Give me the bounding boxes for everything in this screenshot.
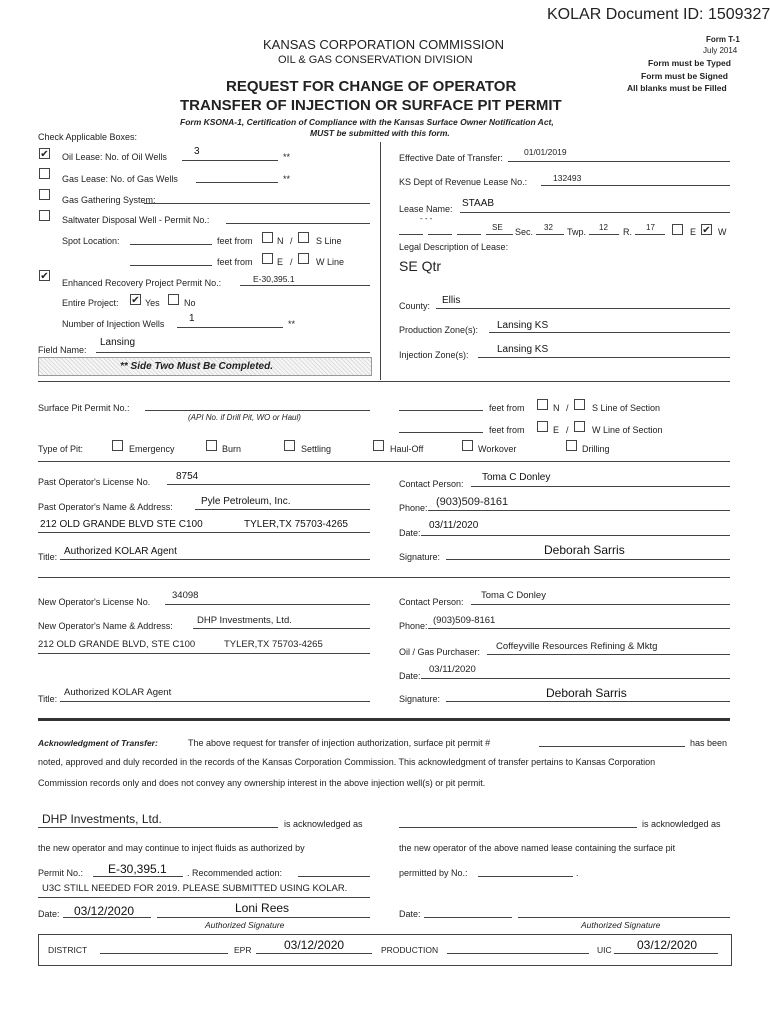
enhanced-recovery-checkbox[interactable]: ✔ — [40, 271, 49, 282]
pit-type-workover: Workover — [478, 444, 517, 454]
ack-recommended-rule — [38, 897, 370, 898]
past-phone-label: Phone: — [399, 503, 428, 513]
ks-dept-label: KS Dept of Revenue Lease No.: — [399, 177, 528, 187]
sec-line — [536, 234, 564, 235]
past-contact-value[interactable]: Toma C Donley — [482, 472, 551, 483]
swd-permit-line[interactable] — [226, 223, 370, 224]
injection-wells-stars: ** — [288, 319, 296, 329]
w-line-label: W Line — [316, 257, 345, 267]
past-addr-line1[interactable]: 212 OLD GRANDE BLVD STE C100 — [40, 519, 203, 530]
pit-w-checkbox[interactable] — [574, 421, 585, 432]
title-line-2: TRANSFER OF INJECTION OR SURFACE PIT PERMIT — [180, 97, 562, 114]
ack-lead: Acknowledgment of Transfer: — [38, 738, 158, 748]
ack-period: . — [576, 868, 579, 878]
oil-lease-checkbox[interactable]: ✔ — [40, 149, 49, 160]
new-title-line — [60, 701, 370, 702]
oil-wells-line — [182, 160, 278, 161]
pit-type-label: Type of Pit: — [38, 444, 84, 454]
ack-recommended-value[interactable]: U3C STILL NEEDED FOR 2019. PLEASE SUBMITTED USING KOLAR. — [42, 883, 348, 894]
new-date-value[interactable]: 03/11/2020 — [429, 664, 476, 675]
pit-type-emergency: Emergency — [129, 444, 175, 454]
sec-value[interactable]: 32 — [544, 223, 553, 232]
qtr-line-2[interactable] — [428, 234, 452, 235]
new-date-line — [421, 678, 730, 679]
section-rule-1 — [38, 381, 730, 382]
past-signature-label: Signature: — [399, 552, 441, 562]
oil-lease-label: Oil Lease: No. of Oil Wells — [62, 152, 167, 162]
pit-type-burn: Burn — [222, 444, 242, 454]
past-date-label: Date: — [399, 528, 421, 538]
new-title-label: Title: — [38, 694, 58, 704]
subtitle-line-2: MUST be submitted with this form. — [310, 128, 450, 138]
epr-line — [256, 953, 372, 954]
oil-wells-stars: ** — [283, 152, 291, 162]
ack-right-auth-sig: Authorized Signature — [581, 920, 661, 930]
ack-left-date-value[interactable]: 03/12/2020 — [74, 904, 135, 918]
past-name-line — [195, 509, 370, 510]
new-phone-label: Phone: — [399, 621, 428, 631]
ack-left-auth-sig: Authorized Signature — [205, 920, 285, 930]
new-date-label: Date: — [399, 671, 421, 681]
ack-text-1: The above request for transfer of injection authorization, surface pit permit # — [188, 738, 491, 748]
entire-project-label: Entire Project: — [62, 298, 119, 308]
range-w-label: W — [718, 227, 727, 237]
new-signature-line — [446, 701, 730, 702]
pit-n-checkbox[interactable] — [537, 399, 548, 410]
past-title-value[interactable]: Authorized KOLAR Agent — [64, 546, 177, 557]
pit-type-burn-checkbox[interactable] — [206, 440, 217, 451]
past-license-value[interactable]: 8754 — [176, 471, 199, 482]
epr-label: EPR — [234, 945, 252, 955]
gas-wells-line[interactable] — [196, 182, 278, 183]
gas-gathering-label: Gas Gathering System: — [62, 195, 156, 205]
no-label: No — [184, 298, 196, 308]
spot-ew-feet-line[interactable] — [130, 265, 212, 266]
ack-left-name[interactable]: DHP Investments, Ltd. — [42, 812, 162, 826]
lease-name-line — [460, 212, 730, 213]
pit-s-line-label: S Line of Section — [592, 403, 661, 413]
n-checkbox[interactable] — [262, 232, 273, 243]
pit-slash-ns: / — [566, 403, 569, 413]
must-typed: Form must be Typed — [648, 58, 731, 68]
field-name-value[interactable]: Lansing — [100, 337, 136, 348]
range-label: R. — [623, 227, 632, 237]
pit-type-drilling-checkbox[interactable] — [566, 440, 577, 451]
sec-label: Sec. — [515, 227, 534, 237]
new-license-line — [165, 604, 370, 605]
range-w-checkbox[interactable]: ✔ — [702, 225, 711, 236]
ack-left-signature-line — [157, 917, 370, 918]
ack-right-text: the new operator of the above named lease containing the surface pit — [399, 843, 676, 853]
new-name-line — [193, 628, 370, 629]
slash-ew: / — [290, 257, 293, 267]
form-number: Form T-1 — [706, 35, 740, 44]
pit-n-label: N — [553, 403, 560, 413]
district-label: DISTRICT — [48, 945, 88, 955]
ack-has-been: has been — [690, 738, 728, 748]
new-signature-label: Signature: — [399, 694, 441, 704]
injection-zone-label: Injection Zone(s): — [399, 350, 469, 360]
swd-label: Saltwater Disposal Well - Permit No.: — [62, 215, 210, 225]
pit-slash-ew: / — [566, 425, 569, 435]
injection-wells-label: Number of Injection Wells — [62, 319, 165, 329]
new-name-value[interactable]: DHP Investments, Ltd. — [197, 615, 292, 626]
past-license-label: Past Operator's License No. — [38, 477, 151, 487]
lease-name-value[interactable]: STAAB — [462, 198, 495, 209]
past-signature-line — [446, 559, 730, 560]
pit-type-drilling: Drilling — [582, 444, 610, 454]
entire-yes-checkbox[interactable]: ✔ — [131, 295, 140, 306]
field-name-line — [96, 352, 370, 353]
pit-ns-feet-line[interactable] — [399, 410, 483, 411]
uic-label: UIC — [597, 945, 612, 955]
slash-ns: / — [290, 236, 293, 246]
check-boxes-label: Check Applicable Boxes: — [38, 132, 138, 142]
uic-date[interactable]: 03/12/2020 — [637, 938, 698, 952]
feet-from-ew: feet from — [217, 257, 253, 267]
range-e-checkbox[interactable] — [672, 224, 683, 235]
production-zone-label: Production Zone(s): — [399, 325, 479, 335]
production-zone-line — [489, 332, 730, 333]
past-phone-line — [428, 510, 730, 511]
s-checkbox[interactable] — [298, 232, 309, 243]
surface-pit-label: Surface Pit Permit No.: — [38, 403, 130, 413]
injection-zone-value[interactable]: Lansing KS — [497, 344, 549, 355]
new-name-addr-label: New Operator's Name & Address: — [38, 621, 173, 631]
uic-line — [614, 953, 718, 954]
qtr-line-1[interactable] — [399, 234, 423, 235]
range-line — [635, 234, 665, 235]
injection-wells-value[interactable]: 1 — [189, 313, 195, 324]
past-title-line — [60, 559, 370, 560]
new-addr-line1[interactable]: 212 OLD GRANDE BLVD, STE C100 — [38, 639, 196, 650]
past-name-value[interactable]: Pyle Petroleum, Inc. — [201, 496, 291, 507]
ack-left-text: the new operator and may continue to inject fluids as authorized by — [38, 843, 305, 853]
range-value[interactable]: 17 — [646, 223, 655, 232]
pit-feet-from-ew: feet from — [489, 425, 525, 435]
pit-type-settling-checkbox[interactable] — [284, 440, 295, 451]
pit-type-settling: Settling — [301, 444, 332, 454]
s-line-label: S Line — [316, 236, 342, 246]
past-addr-line2[interactable]: TYLER,TX 75703-4265 — [244, 519, 348, 530]
ack-rule — [38, 718, 730, 721]
enhanced-permit-line — [240, 285, 370, 286]
district-line[interactable] — [100, 953, 228, 954]
legal-desc-label: Legal Description of Lease: — [399, 242, 509, 252]
lease-name-label: Lease Name: — [399, 204, 453, 214]
e-checkbox[interactable] — [262, 253, 273, 264]
new-phone-line — [428, 628, 730, 629]
enhanced-recovery-label: Enhanced Recovery Project Permit No.: — [62, 278, 222, 288]
past-title-label: Title: — [38, 552, 58, 562]
qtr-value[interactable]: SE — [492, 223, 503, 232]
new-addr-rule — [38, 653, 370, 654]
production-label: PRODUCTION — [381, 945, 439, 955]
new-contact-line — [471, 604, 730, 605]
past-addr-rule — [38, 532, 370, 533]
pit-type-hauloff: Haul-Off — [390, 444, 424, 454]
county-label: County: — [399, 301, 431, 311]
feet-from-ns: feet from — [217, 236, 253, 246]
new-signature-value[interactable]: Deborah Sarris — [546, 686, 627, 700]
new-contact-label: Contact Person: — [399, 597, 464, 607]
ack-right-is-ack: is acknowledged as — [642, 819, 721, 829]
effective-date-line — [508, 161, 730, 162]
new-purchaser-line — [487, 654, 730, 655]
api-note: (API No. if Drill Pit, WO or Haul) — [188, 413, 301, 422]
ks-dept-value[interactable]: 132493 — [553, 173, 582, 183]
pit-type-workover-checkbox[interactable] — [462, 440, 473, 451]
past-contact-line — [471, 486, 730, 487]
surface-pit-line[interactable] — [145, 410, 370, 411]
swd-checkbox[interactable] — [39, 210, 50, 221]
pit-type-emergency-checkbox[interactable] — [112, 440, 123, 451]
ack-right-date-label: Date: — [399, 909, 421, 919]
enhanced-permit-value[interactable]: E-30,395.1 — [253, 274, 295, 284]
all-blanks: All blanks must be Filled — [627, 83, 727, 93]
ack-permit-no-line — [93, 876, 183, 877]
form-date: July 2014 — [703, 46, 738, 55]
document-id: KOLAR Document ID: 1509327 — [547, 6, 770, 23]
new-addr-line2[interactable]: TYLER,TX 75703-4265 — [224, 639, 323, 650]
gas-wells-stars: ** — [283, 174, 291, 184]
gas-lease-checkbox[interactable] — [39, 168, 50, 179]
oil-wells-value[interactable]: 3 — [194, 146, 200, 157]
new-purchaser-label: Oil / Gas Purchaser: — [399, 647, 481, 657]
pit-feet-from-ns: feet from — [489, 403, 525, 413]
range-e-label: E — [690, 227, 697, 237]
gas-gathering-line[interactable] — [144, 203, 370, 204]
ack-permit-no-label: Permit No.: — [38, 868, 84, 878]
county-line — [436, 308, 730, 309]
new-title-value[interactable]: Authorized KOLAR Agent — [64, 687, 172, 698]
past-date-line — [421, 535, 730, 536]
past-license-line — [167, 484, 370, 485]
qtr-line-4 — [486, 234, 513, 235]
ack-permitted-by-label: permitted by No.: — [399, 868, 468, 878]
section-rule-3 — [38, 577, 730, 578]
county-value[interactable]: Ellis — [442, 295, 461, 306]
production-line[interactable] — [447, 953, 589, 954]
division-name: OIL & GAS CONSERVATION DIVISION — [278, 54, 473, 66]
column-divider — [380, 142, 381, 380]
pit-e-label: E — [553, 425, 560, 435]
pit-s-checkbox[interactable] — [574, 399, 585, 410]
yes-label: Yes — [145, 298, 160, 308]
qtr-dashes: - - - — [420, 214, 433, 223]
spot-location-label: Spot Location: — [62, 236, 120, 246]
past-name-addr-label: Past Operator's Name & Address: — [38, 502, 173, 512]
past-phone-value[interactable]: (903)509-8161 — [436, 496, 509, 508]
ack-permit-no-value[interactable]: E-30,395.1 — [108, 862, 167, 876]
injection-zone-line — [478, 357, 730, 358]
gas-lease-label: Gas Lease: No. of Gas Wells — [62, 174, 178, 184]
production-zone-value[interactable]: Lansing KS — [497, 320, 549, 331]
past-contact-label: Contact Person: — [399, 479, 464, 489]
w-checkbox[interactable] — [298, 253, 309, 264]
twp-value[interactable]: 12 — [599, 223, 608, 232]
ack-left-date-label: Date: — [38, 909, 60, 919]
new-purchaser-value[interactable]: Coffeyville Resources Refining & Mktg — [496, 641, 658, 652]
new-license-label: New Operator's License No. — [38, 597, 151, 607]
past-signature-value[interactable]: Deborah Sarris — [544, 543, 625, 557]
must-signed: Form must be Signed — [641, 71, 728, 81]
qtr-line-3[interactable] — [457, 234, 481, 235]
ks-dept-line — [541, 185, 730, 186]
section-rule-2 — [38, 461, 730, 462]
ack-text-3: Commission records only and does not convey any ownership interest in the above injection well(s) or pit permit. — [38, 778, 486, 788]
new-contact-value[interactable]: Toma C Donley — [481, 590, 546, 601]
agency-name: KANSAS CORPORATION COMMISSION — [263, 37, 505, 52]
pit-e-checkbox[interactable] — [537, 421, 548, 432]
epr-date[interactable]: 03/12/2020 — [284, 938, 345, 952]
injection-wells-line — [177, 327, 283, 328]
ack-right-signature-line[interactable] — [518, 917, 730, 918]
entire-no-checkbox[interactable] — [168, 294, 179, 305]
gas-gathering-checkbox[interactable] — [39, 189, 50, 200]
twp-label: Twp. — [567, 227, 587, 237]
ack-right-date-line[interactable] — [424, 917, 512, 918]
ack-text-2: noted, approved and duly recorded in the records of the Kansas Corporation Commission. This acknowledgment of transfer pertains to Kansas Corporation — [38, 757, 656, 767]
title-line-1: REQUEST FOR CHANGE OF OPERATOR — [226, 78, 517, 95]
twp-line — [589, 234, 619, 235]
n-label: N — [277, 236, 284, 246]
ack-permitted-by-line[interactable] — [478, 876, 573, 877]
past-date-value[interactable]: 03/11/2020 — [429, 520, 479, 531]
ack-left-is-ack: is acknowledged as — [284, 819, 363, 829]
effective-date-label: Effective Date of Transfer: — [399, 153, 503, 163]
side-two-note: ** Side Two Must Be Completed. — [120, 361, 273, 372]
spot-ns-feet-line[interactable] — [130, 244, 212, 245]
ack-permit-line[interactable] — [539, 746, 685, 747]
new-license-value[interactable]: 34098 — [172, 590, 199, 601]
new-phone-value[interactable]: (903)509-8161 — [433, 615, 496, 626]
field-name-label: Field Name: — [38, 345, 87, 355]
ack-left-signature-value[interactable]: Loni Rees — [235, 901, 290, 915]
ack-right-name-line[interactable] — [399, 827, 637, 828]
subtitle-line-1: Form KSONA-1, Certification of Compliance with the Kansas Surface Owner Notification Act, — [180, 117, 554, 127]
legal-desc-value[interactable]: SE Qtr — [399, 258, 442, 274]
pit-type-hauloff-checkbox[interactable] — [373, 440, 384, 451]
effective-date-value[interactable]: 01/01/2019 — [524, 147, 567, 157]
ack-recommended-label: . Recommended action: — [187, 868, 283, 878]
pit-w-line-label: W Line of Section — [592, 425, 663, 435]
ack-recommended-line[interactable] — [298, 876, 370, 877]
pit-ew-feet-line[interactable] — [399, 432, 483, 433]
ack-left-name-line — [38, 827, 278, 828]
e-label: E — [277, 257, 284, 267]
